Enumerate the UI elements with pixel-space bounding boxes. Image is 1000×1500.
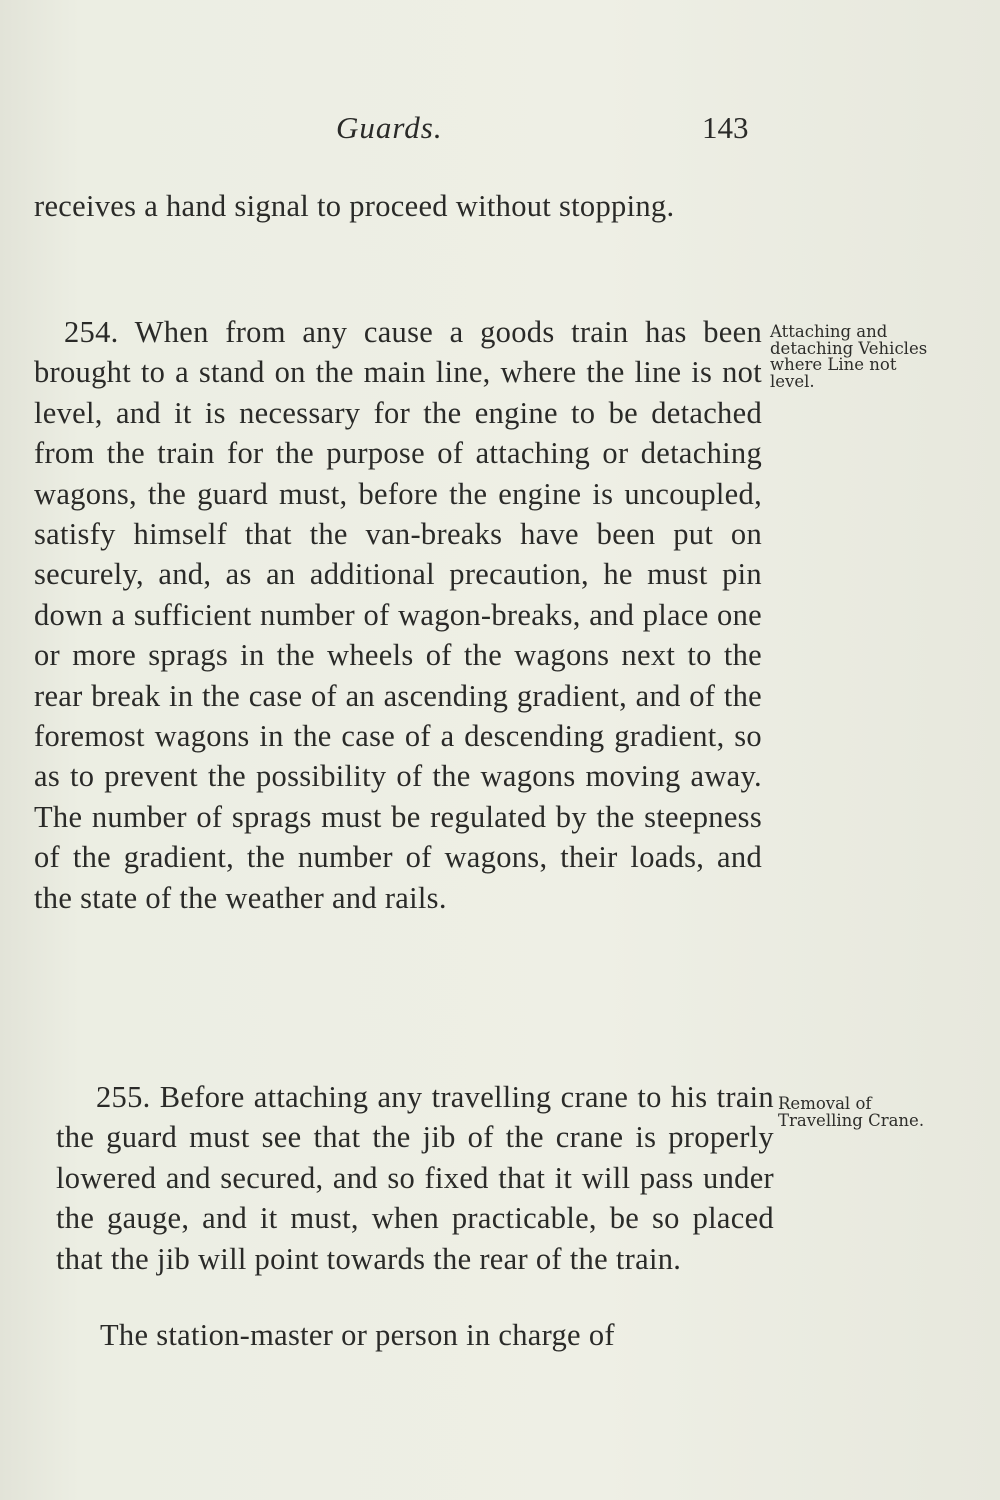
paragraph-text: receives a hand signal to proceed without stopping. (34, 189, 675, 223)
running-header-title: Guards. (336, 110, 443, 145)
paragraph-continuation (34, 186, 762, 226)
page-number: 143 (702, 110, 749, 145)
paragraph-254 (34, 312, 762, 918)
margin-note-travelling-crane: Removal of Travelling Crane. (778, 1094, 925, 1130)
margin-note-attaching-detaching: Attaching and detaching Vehicles where Line not level. (770, 322, 928, 391)
paragraph-text: 255. Before attaching any travelling crane to his train the guard must see that the jib of the crane is properly lowered and secured, and so fixed that it will pass under the gauge, and it must, when practicable, be so placed that the jib will point towards the rear of the train. (56, 1080, 774, 1276)
paragraph-255 (56, 1077, 774, 1279)
paragraph-text: The station-master or person in charge of (100, 1318, 615, 1352)
paragraph-next (60, 1315, 774, 1355)
paragraph-text: 254. When from any cause a goods train has been brought to a stand on the main line, where the line is not level, and it is necessary for the engine to be detached from the train for the purpose of attaching or detaching wagons, the guard must, before the engine is uncoupled, satisfy himself that the van-breaks have been put on securely, and, as an additional precaution, he must pin down a sufficient number of wagon-breaks, and place one or more sprags in the wheels of the wagons next to the rear break in the case of an ascending gradient, and of the foremost wagons in the case of a descending gradient, so as to prevent the possibility of the wagons moving away. The number of sprags must be regulated by the steepness of the gradient, the number of wagons, their loads, and the state of the weather and rails. (34, 315, 762, 915)
